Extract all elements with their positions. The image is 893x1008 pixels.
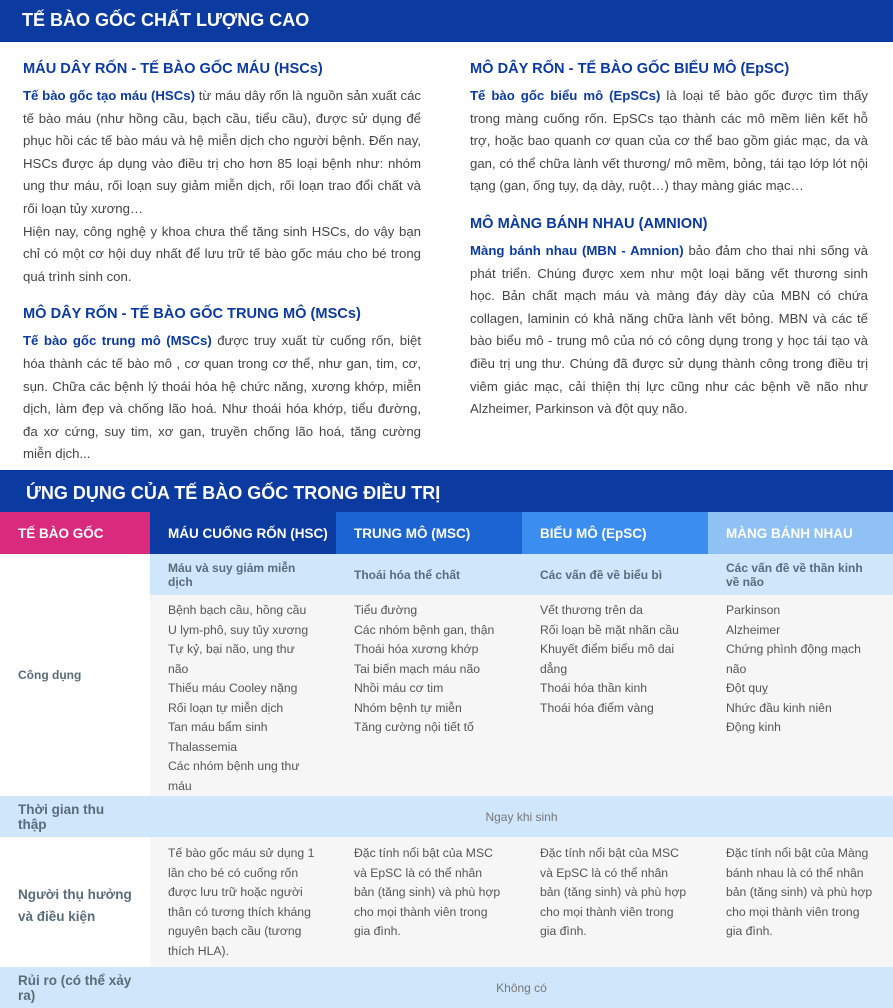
list-item: Nhồi máu cơ tim — [354, 681, 444, 695]
list-item: Thoái hóa điểm vàng — [540, 700, 654, 715]
amnion-text: bảo đảm cho thai nhi sống và phát triển. Chúng được xem như một loại băng vết thương sinh học. Bản chất mạch máu và màng đáy dày của MBN có chứa collagen, laminin có khả năng chữa lành vết bỏng. MBN và các tế bào biểu mô - trung mô của nó có công dụng trong y học tái tạo và điều trị ung thư. Chúng đã được sử dụng thành công trong điều trị viêm giác mạc, cải thiện thị lực cũng như các bệnh về não như Alzheimer, Parkinson và đột quỵ não. — [470, 242, 868, 417]
usage-subheading-row — [0, 554, 893, 595]
subhead-hsc: Máu và suy giảm miễn dịch — [150, 554, 336, 595]
list-item: Parkinson — [726, 603, 781, 617]
list-item: Tăng cường nội tiết tố — [354, 720, 474, 734]
header-stem-cell: TẾ BÀO GỐC — [0, 512, 150, 554]
row-label-risk: Rủi ro (có thể xảy ra) — [0, 967, 150, 1008]
list-item: Rối loạn tự miễn dịch — [168, 700, 284, 715]
list-item: Chứng phình động mạch não — [726, 642, 861, 676]
list-item: Bệnh bạch cầu, hồng cầu — [168, 603, 307, 617]
epsc-title: MÔ DÂY RỐN - TẾ BÀO GỐC BIỂU MÔ (EpSC) — [470, 61, 790, 77]
msc-paragraph — [23, 330, 421, 466]
header-hsc: MÁU CUỐNG RỐN (HSC) — [150, 512, 336, 554]
list-item: Thiếu máu Cooley nặng — [168, 681, 298, 695]
amnion-paragraph — [470, 240, 868, 421]
row-label-beneficiary — [0, 837, 150, 967]
epsc-text: là loại tế bào gốc được tìm thấy trong màng cuống rốn. EpSCs tạo thành các mô mềm liên kết hỗ trợ, hoặc bao quanh cơ quan của cơ thể bao gồm giác mạc, da và gan, có thể chữa lành vết thương/ mô mềm, bỏng, tái tạo lớp lót nội tạng (gan, ống tụy, dạ dày, ruột…) thay màng giác mạc… — [470, 88, 869, 194]
beneficiary-amnion: Đặc tính nổi bật của Màng bánh nhau là có thể nhân bản (tăng sinh) và phù hợp cho mọi thành viên trong gia đình. — [708, 837, 893, 967]
collection-time-row — [0, 796, 893, 837]
list-item: Thalassemia — [168, 739, 238, 754]
list-item: Tai biến mạch máu não — [354, 661, 481, 676]
left-column — [23, 55, 421, 466]
epsc-lead: Tế bào gốc biểu mô (EpSCs) — [470, 88, 661, 103]
applications-table — [0, 512, 893, 1008]
list-item: Vết thương trên da — [540, 603, 643, 617]
msc-text: được truy xuất từ cuống rốn, biệt hóa thành các tế bào mô , cơ quan trong cơ thể, như gan, tim, cơ, sụn. Chữa các bệnh lý thoái hóa hệ chức năng, xương khớp, miễn dịch, làm đẹp và chống lão hoá. Như thoái hóa khớp, tiểu đường, đa xơ cứng, suy tim, xơ gan, truyền chống lão hoá, tăng cường miễn dịch... — [23, 333, 421, 462]
beneficiary-row — [0, 837, 893, 967]
beneficiary-msc: Đặc tính nổi bật của MSC và EpSC là có thể nhân bản (tăng sinh) và phù hợp cho mọi thành viên trong gia đình. — [336, 837, 522, 967]
list-item: Tiểu đường — [354, 603, 418, 617]
list-item: Tan máu bẩm sinh — [168, 720, 268, 734]
list-item: Alzheimer — [726, 622, 781, 637]
beneficiary-label-line1: Người thụ hưởng — [18, 886, 132, 902]
header-amnion: MÀNG BÁNH NHAU — [708, 512, 893, 554]
row-label-collection-time: Thời gian thu thập — [0, 796, 150, 837]
msc-title: MÔ DÂY RỐN - TẾ BÀO GỐC TRUNG MÔ (MSCs) — [23, 306, 361, 323]
usage-list-msc — [336, 595, 522, 796]
hsc-title: MÁU DÂY RỐN - TẾ BÀO GỐC MÁU (HSCs) — [23, 61, 323, 77]
list-item: Thoái hóa xương khớp — [354, 642, 479, 656]
list-item: Thoái hóa thần kinh — [540, 681, 648, 695]
header-epsc: BIỂU MÔ (EpSC) — [522, 512, 708, 554]
list-item: Tự kỷ, bại não, ung thư não — [168, 642, 295, 676]
beneficiary-hsc: Tế bào gốc máu sử dụng 1 lần cho bé có cuống rốn được lưu trữ hoặc người thân có tương thích kháng nguyên bạch cầu (tương thích HLA). — [150, 837, 336, 967]
risk-row — [0, 967, 893, 1008]
subhead-msc: Thoái hóa thể chất — [336, 554, 522, 595]
subhead-epsc: Các vấn đề về biểu bì — [522, 554, 708, 595]
list-item: Đột quỵ — [726, 681, 769, 695]
list-item: Rối loạn bề mặt nhãn cầu — [540, 622, 679, 637]
epsc-paragraph — [470, 85, 868, 198]
section-title-quality-stem-cells: TẾ BÀO GỐC CHẤT LƯỢNG CAO — [0, 0, 893, 42]
right-column — [470, 55, 868, 421]
msc-lead: Tế bào gốc trung mô (MSCs) — [23, 333, 212, 349]
section-title-applications: ỨNG DỤNG CỦA TẾ BÀO GỐC TRONG ĐIỀU TRỊ — [0, 470, 893, 512]
collection-time-value: Ngay khi sinh — [150, 796, 893, 837]
hsc-lead: Tế bào gốc tạo máu (HSCs) — [23, 88, 195, 103]
list-item: Động kinh — [726, 720, 781, 734]
hsc-text: từ máu dây rốn là nguồn sản xuất các tế bào máu (như hồng cầu, bạch cầu, tiểu cầu), được sử dụng để phục hồi các tế bào máu và hệ miễn dịch cho người bệnh. Đến nay, HSCs được áp dụng vào điều trị cho hơn 85 loại bệnh như: nhóm ung thư máu, rối loạn suy giảm miễn dịch, rối loạn trao đổi chất và rối loạn tủy xương… — [23, 88, 421, 216]
list-item: Các nhóm bệnh ung thư máu — [168, 759, 300, 793]
table-header-row — [0, 512, 893, 554]
hsc-paragraph-2: Hiện nay, công nghệ y khoa chưa thể tăng sinh HSCs, do vậy bạn chỉ có một cơ hội duy nhất để lưu trữ tế bào gốc máu cho bé trong quá trình sinh con. — [23, 223, 421, 284]
beneficiary-epsc: Đặc tính nổi bật của MSC và EpSC là có thể nhân bản (tăng sinh) và phù hợp cho mọi thành viên trong gia đình. — [522, 837, 708, 967]
list-item: Khuyết điểm biểu mô dai dẳng — [540, 642, 675, 676]
hsc-paragraph — [23, 85, 421, 221]
list-item: U lym-phô, suy tủy xương — [168, 622, 309, 637]
subhead-amnion: Các vấn đề về thần kinh về não — [708, 554, 893, 595]
amnion-lead: Màng bánh nhau (MBN - Amnion) — [470, 242, 684, 258]
risk-value: Không có — [150, 967, 893, 1008]
amnion-title: MÔ MÀNG BÁNH NHAU (AMNION) — [470, 215, 708, 232]
header-msc: TRUNG MÔ (MSC) — [336, 512, 522, 554]
usage-list-amnion — [708, 595, 893, 796]
row-label-usage: Công dụng — [0, 554, 150, 796]
list-item: Nhức đầu kinh niên — [726, 700, 832, 715]
beneficiary-label-line2: và điều kiện — [18, 908, 96, 924]
usage-list-hsc — [150, 595, 336, 796]
list-item: Các nhóm bệnh gan, thận — [354, 622, 495, 637]
usage-list-epsc — [522, 595, 708, 796]
list-item: Nhóm bệnh tự miễn — [354, 700, 462, 715]
